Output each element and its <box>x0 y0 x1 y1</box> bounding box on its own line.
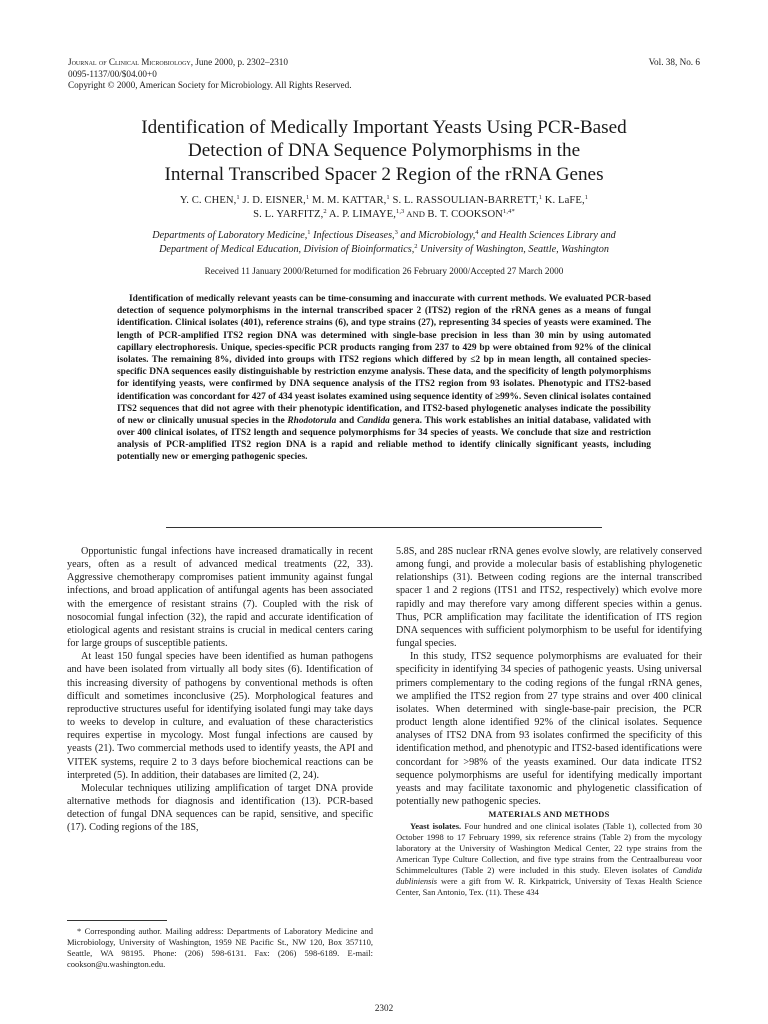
page-number: 2302 <box>374 1003 394 1013</box>
affiliation: Department of Medical Education, Division of Bioinformatics, <box>159 243 415 255</box>
affiliation-mark: 4 <box>475 229 479 236</box>
affiliation: University of Washington, Seattle, Washington <box>417 243 609 255</box>
title-line: Detection of DNA Sequence Polymorphisms in the <box>187 140 581 162</box>
affiliation-mark: 1 <box>386 194 390 201</box>
issn: 0095-1137/00/$04.00+0 <box>68 68 157 79</box>
copyright: Copyright © 2000, American Society for Microbiology. All Rights Reserved. <box>68 80 352 91</box>
footnote-divider <box>67 920 167 921</box>
article-title <box>60 116 708 186</box>
corresponding-author: B. T. COOKSON <box>427 208 504 220</box>
abstract-divider <box>166 527 602 528</box>
author-list <box>60 194 708 221</box>
abstract-text: and <box>336 415 357 426</box>
affiliations <box>60 229 708 256</box>
abstract-text: Identification of medically relevant yeasts can be time-consuming and inaccurate with current methods. We evaluated PCR-based detection of sequence polymorphisms in the internal transcribed spacer 2 (ITS2) region of the rRNA genes as a means of fungal identification. Clinical isolates (401), reference strains (6), and type strains (27), representing 34 species of yeasts were examined. The length of PCR-amplified ITS2 region DNA was determined with single-base precision in less than 30 min by using automated capillary electrophoresis. Unique, species-specific PCR products ranging from 237 to 429 bp were obtained from 92% of the clinical isolates. The remaining 8%, divided into groups with ITS2 regions which differed by ≤2 bp in mean length, all contained species-specific DNA sequences easily distinguishable by restriction enzyme analysis. These data, and the specificity of length polymorphisms for identifying yeasts, were confirmed by DNA sequence analysis of the ITS2 region from 93 isolates. Phenotypic and ITS2-based identification was concordant for 427 of 434 yeast isolates examined using sequence identity of ≥99%. Seven clinical isolates contained ITS2 sequences that did not agree with their phenotypic identification, and ITS2-based phylogenetic analyses indicate the possibility of new or clinically unusual species in the <box>117 294 651 426</box>
affiliation-line <box>60 243 708 257</box>
body-paragraph: In this study, ITS2 sequence polymorphisms are evaluated for their specificity in identifying 34 species of pathogenic yeasts. Using universal primers complementary to the coding regions of the fungal rRNA genes, we amplified the ITS2 region from 27 type strains and over 400 clinical isolates. When determined with single-base-pair precision, the PCR product length alone identified 92% of the clinical isolates. Sequence analyses of ITS2 DNA from 93 isolates confirmed the specificity of this identification method, and phenotypic and ITS2-based identifications were concordant for >98% of the yeasts examined. Our data indicate ITS2 sequence polymorphisms are useful for identifying medically important yeasts and may facilitate taxonomic and phylogenetic classification of potentially new pathogenic species. <box>396 651 702 807</box>
author: J. D. EISNER, <box>239 195 306 206</box>
author: K. LaFE, <box>542 195 585 206</box>
affiliation: and Health Sciences Library and <box>478 230 616 241</box>
body-paragraph: Opportunistic fungal infections have increased dramatically in recent years, often as a result of advanced medical treatments (22, 33). Aggressive chemotherapy compromises patient immunity against fungal infections, and broad application of antifungal agents has been associated with the emergence of resistant strains (7). Coupled with the risk of nosocomial fungal infection (32), the rapid and accurate identification of etiological agents and resistant strains is crucial in medical centers caring for large groups of susceptible patients. <box>67 546 373 650</box>
subsection-lead: Yeast isolates. <box>410 821 462 832</box>
affiliation-mark: 2 <box>414 242 418 250</box>
title-line: Identification of Medically Important Yeasts Using PCR-Based <box>141 117 627 138</box>
abstract <box>117 293 651 464</box>
methods-paragraph <box>396 821 702 897</box>
methods-text: were a gift from W. R. Kirkpatrick, University of Texas Health Science Center, San Antonio, Tex. (11). These 434 <box>396 875 702 897</box>
author: Y. C. CHEN, <box>179 195 237 206</box>
affiliation-mark: 1 <box>538 194 543 201</box>
methods-text: Four hundred and one clinical isolates (Table 1), collected from 30 October 1998 to 17 February 1999, six reference strains (Table 2) from the mycology laboratory at the University of Washington Medical Center, 22 type strains from the American Type Culture Collection, and five type strains from the Centraalbureau voor Schimmelcultures (Table 2) were included in this study. Eleven isolates of <box>396 821 702 875</box>
affiliation-mark: 1 <box>307 229 311 236</box>
journal-citation <box>68 57 700 69</box>
author: S. L. YARFITZ, <box>253 208 324 220</box>
corresponding-author-footnote: * Corresponding author. Mailing address: Departments of Laboratory Medicine and Microbiology, University of Washington, 1959 NE Pacific St., NW 120, Box 357110, Seattle, WA 98195. Phone: (206) 598-6131. Fax: (206) 598-6189. E-mail: cookson@u.washington.edu. <box>67 926 373 969</box>
section-heading: MATERIALS AND METHODS <box>488 810 610 820</box>
affiliation: and Microbiology, <box>397 230 476 241</box>
author-conjunction: AND <box>404 208 428 219</box>
author: M. M. KATTAR, <box>309 195 387 206</box>
affiliation: Departments of Laboratory Medicine, <box>152 230 308 241</box>
species-name: Candida dubliniensis <box>396 864 702 886</box>
genus-name: Candida <box>357 415 390 426</box>
affiliation-mark: 1,4* <box>503 207 515 215</box>
received-dates: Received 11 January 2000/Returned for modification 26 February 2000/Accepted 27 March 2000 <box>204 266 564 276</box>
affiliation: Infectious Diseases, <box>310 230 395 241</box>
affiliation-line <box>60 229 708 243</box>
affiliation-mark: 3 <box>394 229 398 236</box>
journal-name: Journal of Clinical Microbiology <box>68 57 191 67</box>
body-paragraph: At least 150 fungal species have been identified as human pathogens and have been isolated from virtually all body sites (6). Identification of this increasing diversity of pathogens by conventional methods is often difficult and sometimes inconclusive (25). Morphological features and reproductive structures useful for identifying isolated fungi may take days to weeks to develop in culture, and evaluation of these characteristics requires expertise in mycology. Most fungal infections are caused by yeasts (21). Two commercial methods used to identify yeasts, the API and VITEK systems, require 2 to 3 days before biochemical reactions can be interpreted (5). In addition, their databases are limited (2, 24). <box>67 651 373 781</box>
citation-details: , June 2000, p. 2302–2310 <box>190 57 288 67</box>
author-line <box>60 194 708 208</box>
affiliation-mark: 1,3 <box>395 207 405 215</box>
affiliation-mark: 1 <box>305 194 310 201</box>
affiliation-mark: 1 <box>236 194 240 201</box>
affiliation-mark: 2 <box>323 207 327 215</box>
body-paragraph: 5.8S, and 28S nuclear rRNA genes evolve slowly, are relatively conserved among fungi, and provide a molecular basis of establishing phylogenetic relationships (31). Between coding regions are the internal transcribed spacer 1 and 2 regions (ITS1 and ITS2, respectively) which evolve more rapidly and may therefore vary among different species within a genus. Thus, PCR amplification may facilitate the identification of ITS region DNA sequences with sufficient polymorphism to be useful for identifying fungal species. <box>396 546 702 650</box>
affiliation-mark: 1 <box>584 194 589 201</box>
volume-issue: Vol. 38, No. 6 <box>648 57 700 67</box>
right-column <box>396 545 702 898</box>
genus-name: Rhodotorula <box>287 415 337 426</box>
title-line: Internal Transcribed Spacer 2 Region of the rRNA Genes <box>164 163 604 185</box>
left-column <box>67 545 373 834</box>
body-paragraph: Molecular techniques utilizing amplification of target DNA provide alternative methods for diagnosis and identification (13). PCR-based detection of fungal DNA sequences can be rapid, sensitive, and specific (17). Coding regions of the 18S, <box>67 782 373 834</box>
abstract-text: genera. This work establishes an initial database, validated with over 400 clinical isolates, of ITS2 length and sequence polymorphisms for 34 species of yeasts. We conclude that size and restriction analysis of PCR-amplified ITS2 region DNA is a rapid and reliable method to identify clinically significant yeasts, including potentially new or emerging pathogenic species. <box>117 415 651 463</box>
author-line <box>60 208 708 222</box>
author: S. L. RASSOULIAN-BARRETT, <box>389 195 539 206</box>
author: A. P. LIMAYE, <box>326 208 396 220</box>
running-head <box>68 57 700 92</box>
